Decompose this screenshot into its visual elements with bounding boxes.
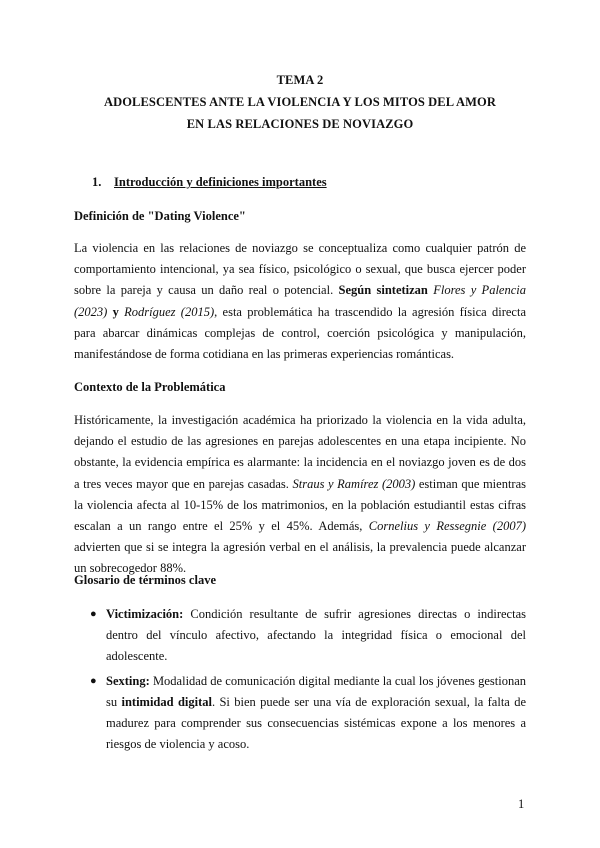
section-number: 1.: [92, 175, 102, 189]
glossary-term: Sexting:: [106, 673, 150, 688]
list-item: [74, 604, 526, 668]
topic-number: TEMA 2: [276, 73, 324, 87]
bullet-icon: ●: [90, 608, 97, 620]
section-heading: [92, 175, 327, 190]
definition-bold: y: [107, 304, 119, 319]
glossary-emphasis: intimidad digital: [121, 694, 212, 709]
context-paragraph: [74, 410, 526, 580]
context-text: estiman que mientras la violencia afecta al 10-15% de los matrimonios, en la población estudiantil estas cifras escalan a un rango entre el 25% y el 45%. Además,: [74, 476, 526, 534]
glossary-definition: . Si bien puede ser una vía de exploración sexual, la falta de madurez para comprender sus consecuencias sistémicas expone a los menores a riesgos de violencia y acoso.: [106, 694, 526, 752]
citation: Cornelius y Ressegnie (2007): [368, 519, 526, 534]
bullet-icon: ●: [90, 674, 97, 687]
citation: Flores y Palencia (2023): [74, 283, 526, 319]
section-title: Introducción y definiciones importantes: [114, 175, 327, 189]
context-text: advierten que si se integra la agresión verbal en el análisis, la prevalencia puede alcanzar un sobrecogedor 88%.: [74, 540, 526, 576]
glossary-list: [74, 604, 526, 755]
glossary-definition: Condición resultante de sufrir agresiones directas o indirectas dentro del vínculo afectivo, afectando la integridad física o emocional del adolescente.: [106, 607, 526, 664]
definition-text: La violencia en las relaciones de noviazgo se conceptualiza como cualquier patrón de comportamiento intencional, ya sea físico, psicológico o sexual, que busca ejercer poder sobre la pareja y causa un daño real o potencial.: [74, 241, 526, 298]
context-heading: Contexto de la Problemática: [74, 380, 226, 394]
glossary-term: Victimización:: [106, 607, 184, 621]
citation: Rodríguez (2015): [118, 304, 215, 319]
glossary-definition: Modalidad de comunicación digital mediante la cual los jóvenes gestionan su: [106, 673, 526, 709]
definition-paragraph: [74, 238, 526, 365]
citation: Straus y Ramírez (2003): [292, 476, 416, 491]
document-title: ADOLESCENTES ANTE LA VIOLENCIA Y LOS MITOS DEL AMOR: [103, 95, 496, 109]
definition-heading: Definición de "Dating Violence": [74, 209, 246, 223]
definition-bold: Según sintetizan: [338, 283, 428, 298]
page-number: 1: [518, 797, 525, 811]
list-item: [74, 671, 526, 756]
glossary-heading: Glosario de términos clave: [74, 573, 216, 587]
context-text: Históricamente, la investigación académica ha priorizado la violencia en la vida adulta, dejando el estudio de las agresiones en parejas adolescentes en una etapa incipiente. No obstante, la evidencia empírica es alarmante: la incidencia en el noviazgo joven es de dos a tres veces mayor que en parejas casadas.: [74, 413, 526, 491]
document-subtitle: EN LAS RELACIONES DE NOVIAZGO: [186, 117, 414, 131]
definition-text: , esta problemática ha trascendido la agresión física directa para abarcar dinámicas complejas de control, coerción psicológica y manipulación, manifestándose de forma cotidiana en las primeras experiencias románticas.: [74, 304, 526, 362]
